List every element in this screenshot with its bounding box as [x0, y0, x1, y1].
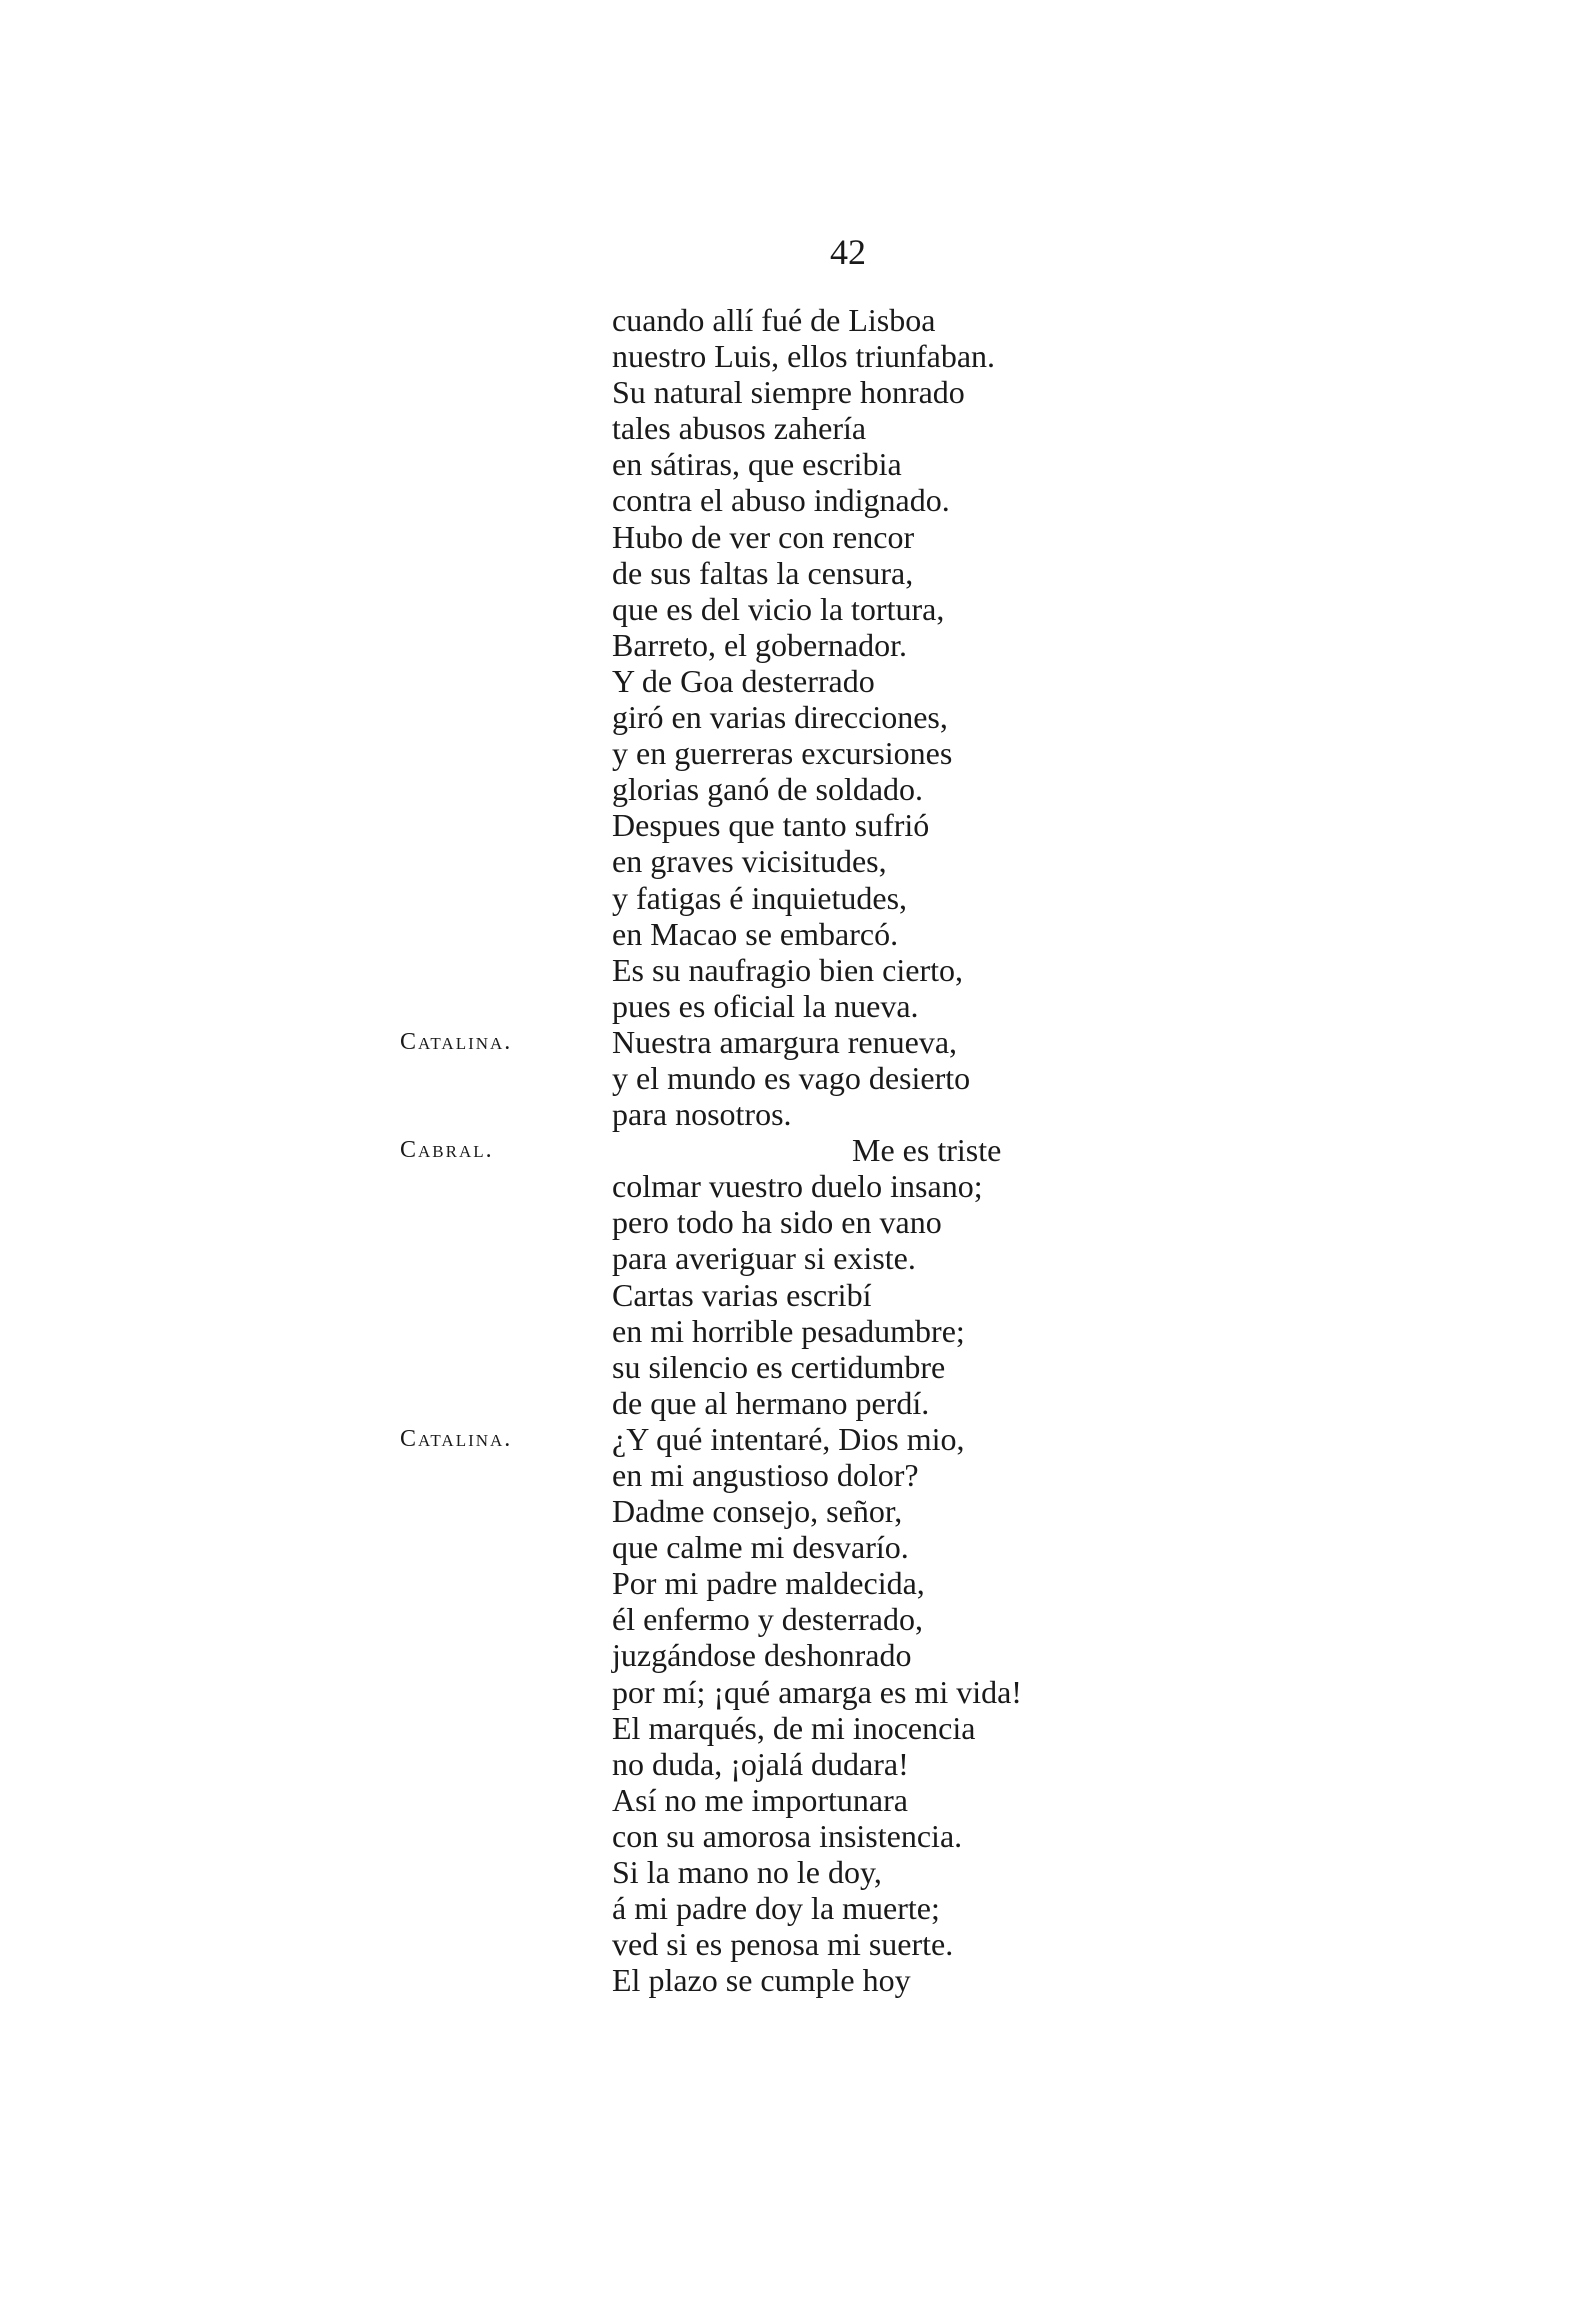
- verse-text: para averiguar si existe.: [612, 1240, 916, 1277]
- verse-line: [0, 843, 1579, 879]
- verse-line: [0, 880, 1579, 916]
- verse-line: [0, 446, 1579, 482]
- verse-text: Por mi padre maldecida,: [612, 1565, 925, 1602]
- verse-text: Dadme consejo, señor,: [612, 1493, 903, 1530]
- verse-text: á mi padre doy la muerte;: [612, 1890, 940, 1927]
- verse-line: [0, 302, 1579, 338]
- verse-text: El marqués, de mi inocencia: [612, 1709, 976, 1746]
- verse-line: [0, 807, 1579, 843]
- verse-line: [0, 1529, 1579, 1565]
- verse-line: [0, 1890, 1579, 1926]
- verse-line: [0, 1926, 1579, 1962]
- verse-line: [0, 1060, 1579, 1096]
- verse-line: [0, 1637, 1579, 1673]
- verse-line: [0, 1313, 1579, 1349]
- speaker-label: Catalina.: [400, 1425, 513, 1452]
- verse-line: [0, 591, 1579, 627]
- verse-line: [0, 1674, 1579, 1710]
- verse-text: ved si es penosa mi suerte.: [612, 1926, 954, 1963]
- page-number: 42: [830, 232, 866, 272]
- verse-text: su silencio es certidumbre: [612, 1348, 946, 1385]
- verse-line: [0, 374, 1579, 410]
- verse-text: en Macao se embarcó.: [612, 915, 899, 952]
- verse-line: [0, 482, 1579, 518]
- verse-text: Su natural siempre honrado: [612, 374, 965, 411]
- verse-line: [0, 1962, 1579, 1998]
- verse-line: [0, 988, 1579, 1024]
- verse-text: Me es triste: [852, 1132, 1002, 1169]
- speaker-label: Catalina.: [400, 1028, 513, 1055]
- verse-text: por mí; ¡qué amarga es mi vida!: [612, 1673, 1022, 1710]
- verse-text: de que al hermano perdí.: [612, 1384, 930, 1421]
- verse-text: El plazo se cumple hoy: [612, 1962, 911, 1999]
- verse-line: [0, 410, 1579, 446]
- verse-text: pero todo ha sido en vano: [612, 1204, 942, 1241]
- verse-text: y el mundo es vago desierto: [612, 1059, 971, 1096]
- verse-line: [0, 952, 1579, 988]
- verse-line: [0, 1168, 1579, 1204]
- verse-text: glorias ganó de soldado.: [612, 771, 924, 808]
- verse-line: [0, 771, 1579, 807]
- verse-text: colmar vuestro duelo insano;: [612, 1168, 983, 1205]
- verse-text: Así no me importunara: [612, 1781, 908, 1818]
- verse-line: [0, 1710, 1579, 1746]
- verse-line: [0, 916, 1579, 952]
- verse-text: para nosotros.: [612, 1096, 792, 1133]
- verse-text: giró en varias direcciones,: [612, 699, 948, 736]
- verse-line: [0, 1240, 1579, 1276]
- verse-line: [0, 1493, 1579, 1529]
- verse-text: y en guerreras excursiones: [612, 735, 953, 772]
- verse-line: [0, 1024, 1579, 1060]
- verse-text: juzgándose deshonrado: [612, 1637, 912, 1674]
- verse-text: Si la mano no le doy,: [612, 1854, 882, 1891]
- verse-text: Barreto, el gobernador.: [612, 626, 907, 663]
- verse-text: Despues que tanto sufrió: [612, 807, 930, 844]
- verse-text: Es su naufragio bien cierto,: [612, 951, 963, 988]
- verse-line: [0, 1782, 1579, 1818]
- verse-text: Y de Goa desterrado: [612, 662, 875, 699]
- verse-line: [0, 1096, 1579, 1132]
- verse-text: cuando allí fué de Lisboa: [612, 302, 936, 338]
- verse-line: [0, 338, 1579, 374]
- speaker-label: Cabral.: [400, 1137, 494, 1164]
- verse-line: [0, 699, 1579, 735]
- verse-line: [0, 1277, 1579, 1313]
- verse-text: nuestro Luis, ellos triunfaban.: [612, 338, 996, 375]
- verse-line: [0, 1457, 1579, 1493]
- verse-text: no duda, ¡ojalá dudara!: [612, 1745, 909, 1782]
- verse-text: en sátiras, que escribia: [612, 446, 902, 483]
- verse-line: [0, 735, 1579, 771]
- verse-line: [0, 1565, 1579, 1601]
- verse-line: [0, 519, 1579, 555]
- verse-line: [0, 1601, 1579, 1637]
- verse-text: que calme mi desvarío.: [612, 1529, 909, 1566]
- verse-text: Hubo de ver con rencor: [612, 518, 915, 555]
- verse-line: [0, 627, 1579, 663]
- verse-line: [0, 663, 1579, 699]
- verse-text: de sus faltas la censura,: [612, 554, 914, 591]
- verse-text: en graves vicisitudes,: [612, 843, 887, 880]
- verse-line: [0, 1385, 1579, 1421]
- verse-line: [0, 555, 1579, 591]
- verse-line: [0, 1818, 1579, 1854]
- verse-text: pues es oficial la nueva.: [612, 987, 919, 1024]
- verse-line: [0, 1204, 1579, 1240]
- verse-text: ¿Y qué intentaré, Dios mio,: [612, 1420, 965, 1457]
- verse-text: contra el abuso indignado.: [612, 482, 950, 519]
- verse-text: él enfermo y desterrado,: [612, 1601, 923, 1638]
- verse-text: y fatigas é inquietudes,: [612, 879, 908, 916]
- verse-line: [0, 1132, 1579, 1168]
- verse-text: con su amorosa insistencia.: [612, 1817, 963, 1854]
- verse-text: que es del vicio la tortura,: [612, 590, 945, 627]
- verse-text: Nuestra amargura renueva,: [612, 1023, 958, 1060]
- verse-text: en mi angustioso dolor?: [612, 1457, 919, 1493]
- verse-text: Cartas varias escribí: [612, 1276, 872, 1313]
- verse-text: en mi horrible pesadumbre;: [612, 1312, 965, 1349]
- verse-line: [0, 1854, 1579, 1890]
- verse-line: [0, 1746, 1579, 1782]
- verse-block: [0, 302, 1579, 1998]
- verse-line: [0, 1349, 1579, 1385]
- verse-text: tales abusos zahería: [612, 410, 867, 447]
- verse-line: [0, 1421, 1579, 1457]
